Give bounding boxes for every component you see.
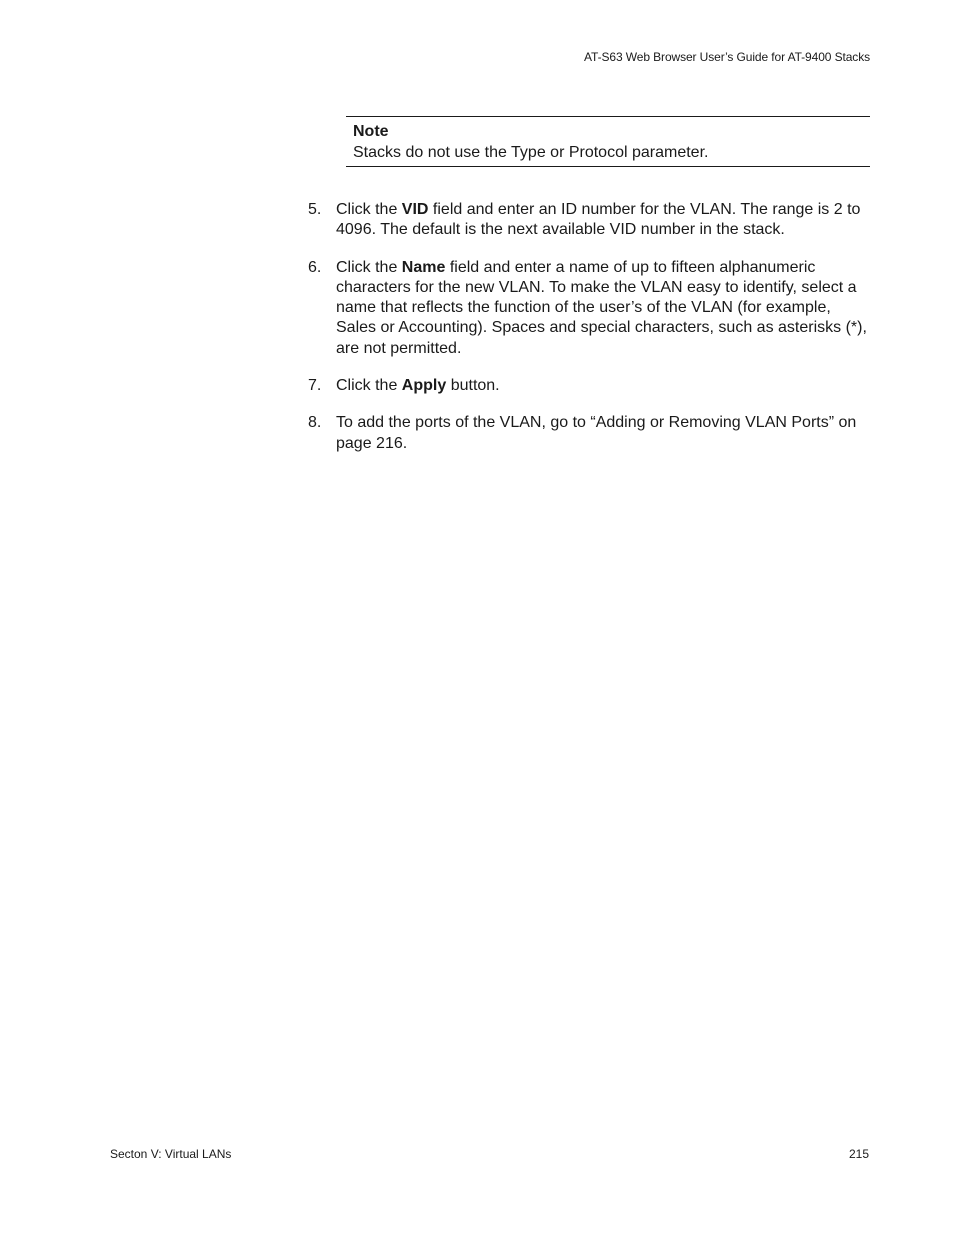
step-number: 8.	[308, 414, 322, 432]
step-text: Click the VID field and enter an ID number for the VLAN. The range is 2 to 4096. The default is the next available VID number in the stack.	[336, 201, 861, 239]
note-title: Note	[353, 123, 389, 140]
step-number: 5.	[308, 201, 322, 218]
step-7	[308, 376, 870, 396]
step-5	[308, 200, 870, 241]
step-number: 7.	[308, 377, 322, 395]
note-box	[346, 116, 870, 167]
step-8	[308, 413, 870, 454]
step-text: Click the Name field and enter a name of up to fifteen alphanumeric characters for the new VLAN. To make the VLAN easy to identify, select a name that reflects the function of the user’s of the VLAN (for example, Sales or Accounting). Spaces and special characters, such as asterisks (*), are not permitted.	[336, 258, 867, 357]
procedure-steps	[308, 200, 870, 471]
running-header: AT-S63 Web Browser User’s Guide for AT-9400 Stacks	[583, 50, 870, 64]
field-name-vid: VID	[401, 201, 429, 218]
step-6	[308, 258, 870, 359]
step-text: Click the Apply button.	[336, 377, 500, 395]
note-text: Stacks do not use the Type or Protocol parameter.	[353, 144, 709, 161]
step-text: To add the ports of the VLAN, go to “Adding or Removing VLAN Ports” on page 216.	[336, 414, 857, 452]
page-number: 215	[848, 1147, 869, 1161]
footer-section-title: Secton V: Virtual LANs	[110, 1147, 232, 1161]
step-number: 6.	[308, 258, 322, 276]
field-name-name: Name	[401, 258, 446, 276]
button-name-apply: Apply	[401, 377, 447, 395]
